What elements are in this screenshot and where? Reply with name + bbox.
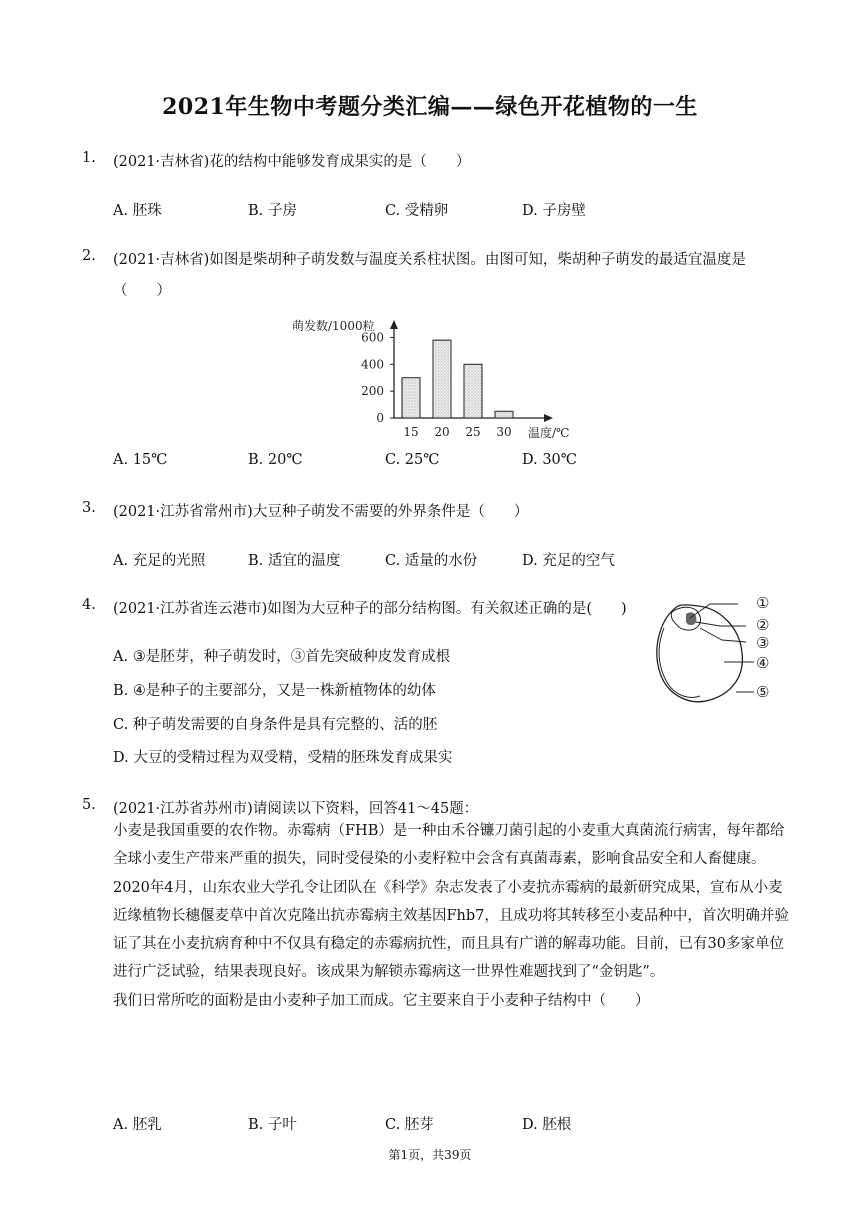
option-b: B. ④是种子的主要部分，又是一株新植物体的幼体 bbox=[113, 683, 436, 699]
question-number: 4. bbox=[82, 597, 96, 613]
option-a: A. 充足的光照 bbox=[113, 553, 206, 569]
question-stem: 我们日常所吃的面粉是由小麦种子加工而成。它主要来自于小麦种子结构中（ ） bbox=[113, 992, 650, 1009]
x-tick-label: 30 bbox=[496, 425, 512, 439]
option-a: A. 胚珠 bbox=[113, 203, 162, 219]
option-d: D. 大豆的受精过程为双受精，受精的胚珠发育成果实 bbox=[113, 750, 453, 766]
question-number: 5. bbox=[82, 797, 96, 813]
bar-30 bbox=[495, 411, 513, 418]
page-footer: 第1页，共39页 bbox=[388, 1148, 472, 1162]
option-c: C. 25℃ bbox=[385, 452, 440, 468]
reading-passage bbox=[113, 817, 795, 1015]
figure-label-3: ③ bbox=[756, 634, 770, 652]
option-a: A. 胚乳 bbox=[113, 1117, 162, 1133]
option-a: A. 15℃ bbox=[113, 452, 168, 468]
option-b: B. 子叶 bbox=[248, 1117, 297, 1133]
germination-bar-chart bbox=[270, 310, 600, 445]
bar-15 bbox=[402, 378, 420, 418]
y-tick-label: 400 bbox=[361, 357, 384, 372]
figure-label-5: ⑤ bbox=[756, 683, 770, 701]
figure-label-4: ④ bbox=[756, 654, 770, 672]
bar-20 bbox=[433, 340, 451, 418]
x-tick-label: 15 bbox=[403, 425, 419, 439]
question-number: 2. bbox=[82, 248, 96, 264]
question-text: (2021·江苏省苏州市)请阅读以下资料，回答41～45题： bbox=[113, 801, 479, 817]
option-b: B. 适宜的温度 bbox=[248, 553, 341, 569]
option-c: C. 受精卵 bbox=[385, 203, 449, 219]
option-d: D. 充足的空气 bbox=[522, 553, 615, 569]
option-b: B. 子房 bbox=[248, 203, 297, 219]
page-title: 2021年生物中考题分类汇编——绿色开花植物的一生 bbox=[162, 94, 698, 120]
question-text: (2021·吉林省)花的结构中能够发育成果实的是（ ） bbox=[113, 154, 471, 170]
option-a: A. ③是胚芽，种子萌发时，③首先突破种皮发育成根 bbox=[113, 649, 451, 665]
y-tick-label: 600 bbox=[361, 330, 384, 345]
question-text: (2021·吉林省)如图是柴胡种子萌发数与温度关系柱状图。由图可知，柴胡种子萌发的最适宜温度是 bbox=[113, 252, 746, 268]
question-text: (2021·江苏省常州市)大豆种子萌发不需要的外界条件是（ ） bbox=[113, 504, 529, 520]
option-d: D. 胚根 bbox=[522, 1117, 572, 1133]
passage-text: 小麦是我国重要的农作物。赤霉病（FHB）是一种由禾谷镰刀菌引起的小麦重大真菌流行病害，每年都给全球小麦生产带来严重的损失，同时受侵染的小麦籽粒中会含有真菌毒素，影响食品安全和人畜健康。2020年4月，山东农业大学孔令让团队在《科学》杂志发表了小麦抗赤霉病的最新研究成果，宣布从小麦近缘植物长穗偃麦草中首次克隆出抗赤霉病主效基因Fhb7，且成功将其转移至小麦品种中，首次明确并验证了其在小麦抗病育种中不仅具有稳定的赤霉病抗性，而且具有广谱的解毒功能。目前，已有30多家单位进行广泛试验，结果表现良好。该成果为解锁赤霉病这一世界性难题找到了“金钥匙”。 bbox=[113, 823, 789, 981]
question-text: (2021·江苏省连云港市)如图为大豆种子的部分结构图。有关叙述正确的是( ) bbox=[113, 601, 627, 617]
option-d: D. 30℃ bbox=[522, 452, 577, 468]
question-text-continued: （ ） bbox=[113, 283, 171, 299]
figure-label-1: ① bbox=[756, 594, 770, 612]
bar-25 bbox=[464, 364, 482, 418]
option-b: B. 20℃ bbox=[248, 452, 303, 468]
soybean-seed-diagram bbox=[650, 588, 790, 718]
x-tick-label: 25 bbox=[465, 425, 481, 439]
option-d: D. 子房壁 bbox=[522, 203, 586, 219]
option-c: C. 种子萌发需要的自身条件是具有完整的、活的胚 bbox=[113, 717, 438, 733]
x-axis-label: 温度/℃ bbox=[528, 426, 570, 440]
y-axis-label: 萌发数/1000粒 bbox=[292, 319, 375, 333]
figure-label-2: ② bbox=[756, 616, 770, 634]
option-c: C. 适量的水份 bbox=[385, 553, 478, 569]
option-c: C. 胚芽 bbox=[385, 1117, 434, 1133]
y-tick-label: 200 bbox=[361, 384, 384, 399]
x-tick-label: 20 bbox=[434, 425, 450, 439]
y-tick-label: 0 bbox=[376, 411, 384, 425]
question-number: 3. bbox=[82, 500, 96, 516]
question-number: 1. bbox=[82, 150, 96, 166]
